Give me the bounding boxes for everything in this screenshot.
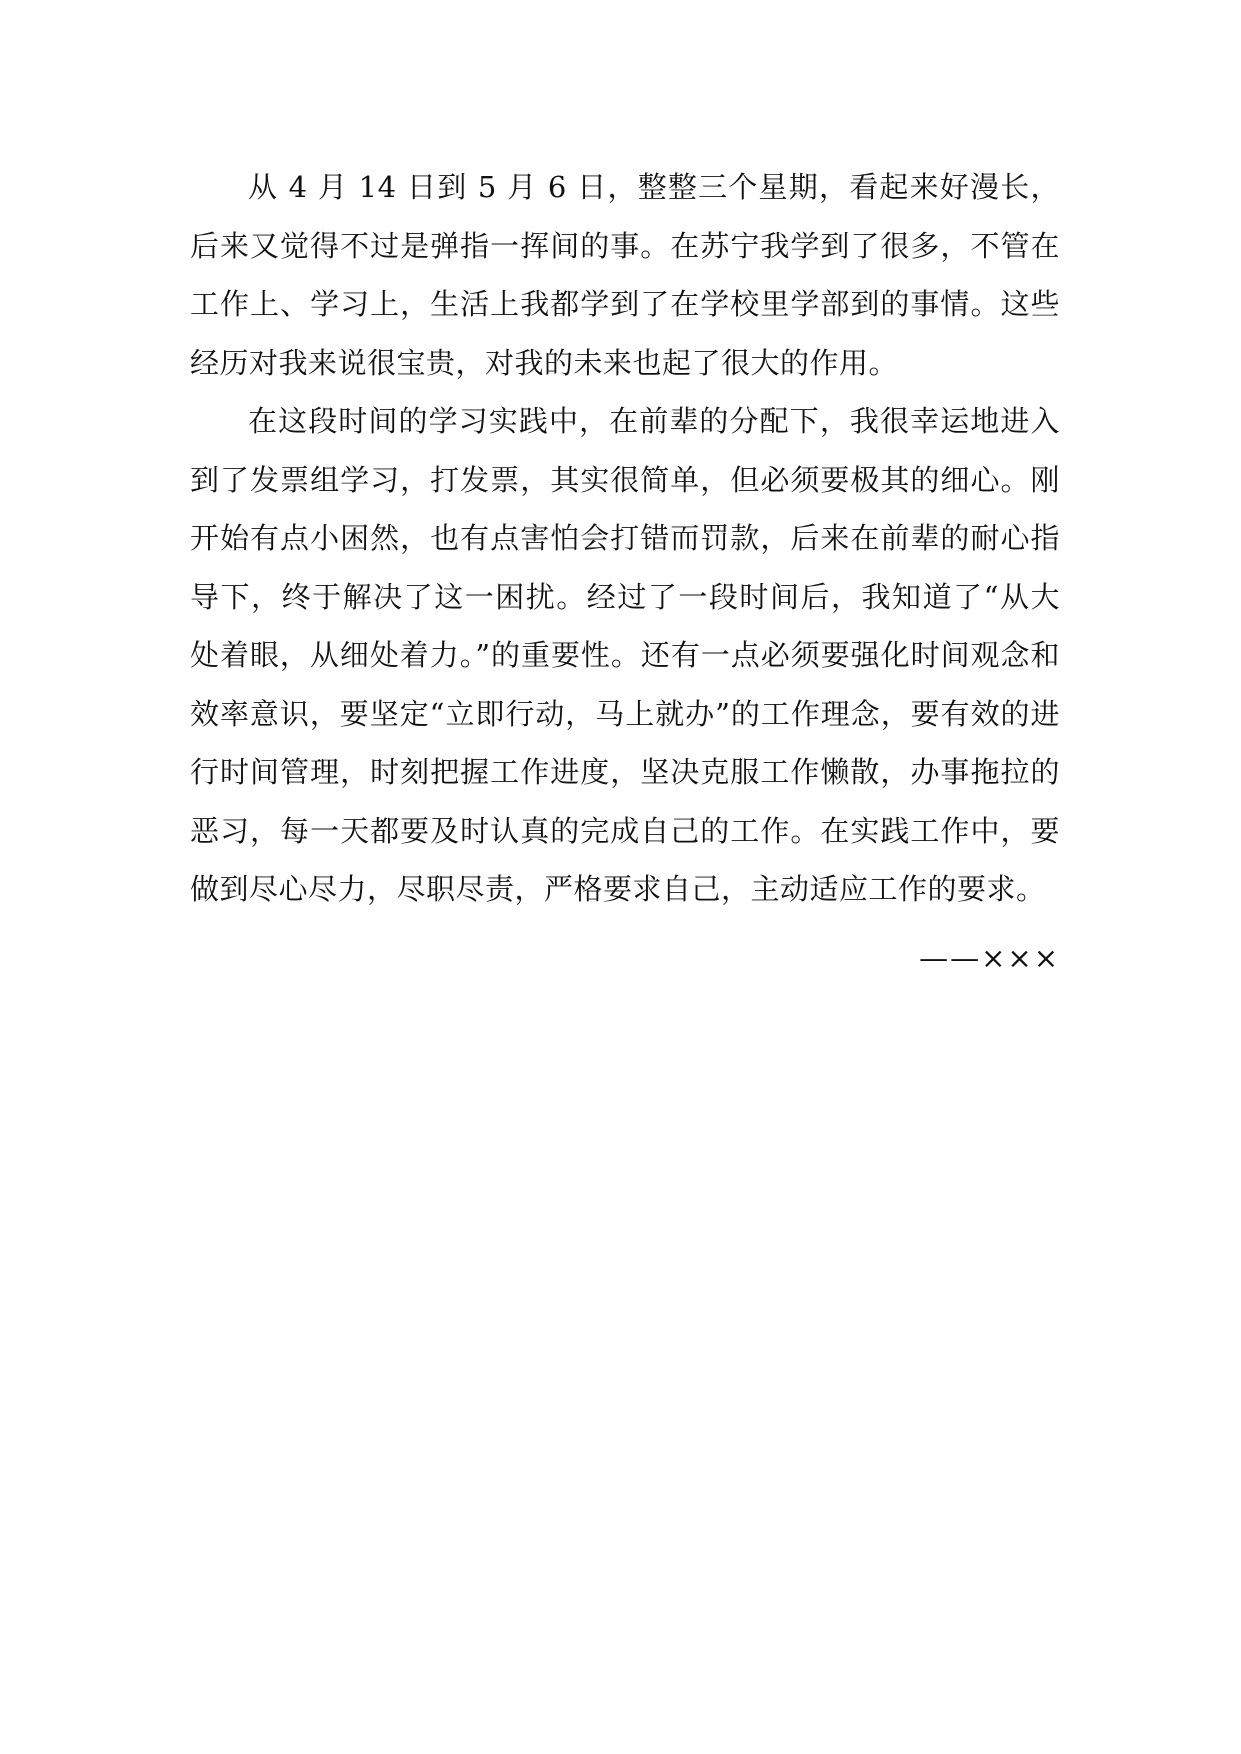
signature: ——××× — [919, 940, 1060, 975]
document-body — [190, 158, 1060, 987]
paragraph-2: 在这段时间的学习实践中，在前辈的分配下，我很幸运地进入到了发票组学习，打发票，其实很简单，但必须要极其的细心。刚开始有点小困然，也有点害怕会打错而罚款，后来在前辈的耐心指导下，终于解决了这一困扰。经过了一段时间后，我知道了“从大处着眼，从细处着力。”的重要性。还有一点必须要强化时间观念和效率意识，要坚定“立即行动，马上就办”的工作理念，要有效的进行时间管理，时刻把握工作进度，坚决克服工作懒散，办事拖拉的恶习，每一天都要及时认真的完成自己的工作。在实践工作中，要做到尽心尽力，尽职尽责，严格要求自己，主动适应工作的要求。 — [190, 404, 1060, 906]
paragraph-1: 从 4 月 14 日到 5 月 6 日，整整三个星期，看起来好漫长，后来又觉得不过是弹指一挥间的事。在苏宁我学到了很多，不管在工作上、学习上，生活上我都学到了在学校里学部到的事情。这些经历对我来说很宝贵，对我的未来也起了很大的作用。 — [190, 170, 1060, 380]
